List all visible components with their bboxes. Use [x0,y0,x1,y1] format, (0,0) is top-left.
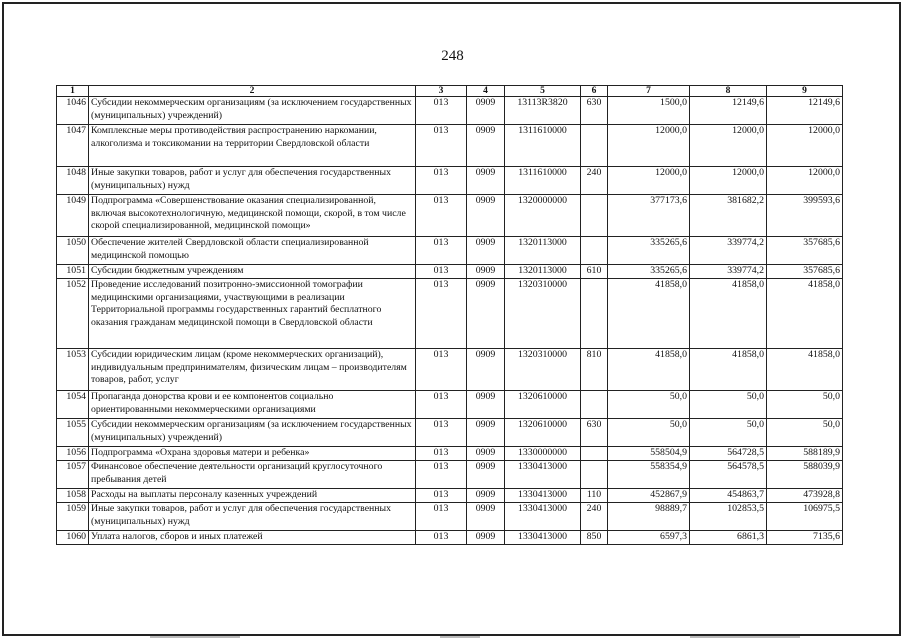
row-number: 1056 [57,447,89,461]
row-name: Уплата налогов, сборов и иных платежей [89,531,416,545]
target-article-code: 1330413000 [505,461,581,489]
amount-col-8: 564728,5 [690,447,767,461]
scan-artifact [150,636,240,638]
amount-col-9: 588039,9 [767,461,843,489]
amount-col-7: 558354,9 [608,461,690,489]
ministry-code: 013 [416,447,467,461]
row-name: Финансовое обеспечение деятельности организаций круглосуточного пребывания детей [89,461,416,489]
amount-col-8: 50,0 [690,419,767,447]
amount-col-9: 399593,6 [767,195,843,237]
amount-col-8: 564578,5 [690,461,767,489]
expense-type-code: 110 [581,489,608,503]
expense-type-code [581,195,608,237]
expense-type-code: 240 [581,167,608,195]
section-code: 0909 [467,125,505,167]
row-number: 1060 [57,531,89,545]
amount-col-7: 98889,7 [608,503,690,531]
amount-col-8: 454863,7 [690,489,767,503]
ministry-code: 013 [416,97,467,125]
table-row [57,447,843,461]
amount-col-8: 102853,5 [690,503,767,531]
row-number: 1055 [57,419,89,447]
target-article-code: 1320610000 [505,391,581,419]
column-header-9: 9 [767,86,843,97]
amount-col-9: 106975,5 [767,503,843,531]
amount-col-8: 381682,2 [690,195,767,237]
amount-col-9: 473928,8 [767,489,843,503]
expense-type-code [581,391,608,419]
expense-type-code: 240 [581,503,608,531]
amount-col-8: 339774,2 [690,237,767,265]
target-article-code: 1320310000 [505,349,581,391]
row-name: Иные закупки товаров, работ и услуг для обеспечения государственных (муниципальных) нужд [89,503,416,531]
column-header-5: 5 [505,86,581,97]
amount-col-8: 50,0 [690,391,767,419]
ministry-code: 013 [416,531,467,545]
ministry-code: 013 [416,195,467,237]
column-header-2: 2 [89,86,416,97]
table-body [57,97,843,545]
amount-col-7: 452867,9 [608,489,690,503]
amount-col-9: 7135,6 [767,531,843,545]
row-number: 1050 [57,237,89,265]
ministry-code: 013 [416,279,467,349]
amount-col-8: 12149,6 [690,97,767,125]
expense-type-code: 610 [581,265,608,279]
ministry-code: 013 [416,125,467,167]
row-number: 1051 [57,265,89,279]
amount-col-7: 12000,0 [608,167,690,195]
target-article-code: 13113R3820 [505,97,581,125]
amount-col-9: 50,0 [767,391,843,419]
row-number: 1054 [57,391,89,419]
target-article-code: 1330413000 [505,503,581,531]
ministry-code: 013 [416,503,467,531]
section-code: 0909 [467,237,505,265]
amount-col-9: 357685,6 [767,265,843,279]
target-article-code: 1320113000 [505,265,581,279]
row-name: Проведение исследований позитронно-эмиссионной томографии медицинскими организациями, участвующими в реализации Территориальной программы государственных гарантий бесплатного оказания гражданам медицинской помощи в Свердловской области [89,279,416,349]
section-code: 0909 [467,195,505,237]
section-code: 0909 [467,447,505,461]
ministry-code: 013 [416,167,467,195]
section-code: 0909 [467,391,505,419]
row-name: Субсидии бюджетным учреждениям [89,265,416,279]
column-header-3: 3 [416,86,467,97]
expense-type-code [581,237,608,265]
row-number: 1048 [57,167,89,195]
ministry-code: 013 [416,237,467,265]
amount-col-7: 41858,0 [608,279,690,349]
amount-col-8: 339774,2 [690,265,767,279]
column-header-8: 8 [690,86,767,97]
row-number: 1052 [57,279,89,349]
table-row [57,265,843,279]
section-code: 0909 [467,419,505,447]
section-code: 0909 [467,531,505,545]
section-code: 0909 [467,167,505,195]
expense-type-code: 630 [581,97,608,125]
expense-type-code [581,125,608,167]
amount-col-7: 50,0 [608,391,690,419]
table-row [57,167,843,195]
column-header-7: 7 [608,86,690,97]
target-article-code: 1320000000 [505,195,581,237]
row-number: 1057 [57,461,89,489]
table-row [57,279,843,349]
table-row [57,97,843,125]
target-article-code: 1320113000 [505,237,581,265]
row-number: 1053 [57,349,89,391]
amount-col-9: 41858,0 [767,279,843,349]
amount-col-9: 41858,0 [767,349,843,391]
column-header-4: 4 [467,86,505,97]
header-row [57,86,843,97]
section-code: 0909 [467,503,505,531]
budget-table [56,85,843,545]
scan-artifact [690,636,800,638]
section-code: 0909 [467,461,505,489]
section-code: 0909 [467,97,505,125]
amount-col-7: 377173,6 [608,195,690,237]
amount-col-9: 357685,6 [767,237,843,265]
row-number: 1058 [57,489,89,503]
ministry-code: 013 [416,461,467,489]
amount-col-9: 12000,0 [767,167,843,195]
section-code: 0909 [467,279,505,349]
row-name: Субсидии юридическим лицам (кроме некоммерческих организаций), индивидуальным предпринимателям, физическим лицам – производителям товаров, работ, услуг [89,349,416,391]
amount-col-9: 588189,9 [767,447,843,461]
section-code: 0909 [467,349,505,391]
target-article-code: 1330413000 [505,531,581,545]
expense-type-code [581,447,608,461]
ministry-code: 013 [416,265,467,279]
amount-col-8: 41858,0 [690,349,767,391]
amount-col-8: 41858,0 [690,279,767,349]
row-name: Пропаганда донорства крови и ее компонентов социально ориентированными некоммерческими организациями [89,391,416,419]
column-header-1: 1 [57,86,89,97]
amount-col-7: 558504,9 [608,447,690,461]
section-code: 0909 [467,489,505,503]
target-article-code: 1330413000 [505,489,581,503]
expense-type-code: 850 [581,531,608,545]
ministry-code: 013 [416,349,467,391]
target-article-code: 1330000000 [505,447,581,461]
row-name: Иные закупки товаров, работ и услуг для обеспечения государственных (муниципальных) нужд [89,167,416,195]
table-row [57,237,843,265]
amount-col-7: 335265,6 [608,237,690,265]
amount-col-8: 6861,3 [690,531,767,545]
row-name: Субсидии некоммерческим организациям (за исключением государственных (муниципальных) учреждений) [89,97,416,125]
table-row [57,391,843,419]
column-header-6: 6 [581,86,608,97]
row-name: Комплексные меры противодействия распространению наркомании, алкоголизма и токсикомании на территории Свердловской области [89,125,416,167]
row-name: Подпрограмма «Совершенствование оказания специализированной, включая высокотехнологичную, медицинской помощи, скорой, в том числе скорой специализированной, медицинской помощи» [89,195,416,237]
table-row [57,489,843,503]
expense-type-code: 630 [581,419,608,447]
amount-col-9: 50,0 [767,419,843,447]
amount-col-7: 1500,0 [608,97,690,125]
table-row [57,195,843,237]
amount-col-7: 50,0 [608,419,690,447]
table-row [57,349,843,391]
expense-type-code [581,461,608,489]
row-name: Подпрограмма «Охрана здоровья матери и ребенка» [89,447,416,461]
amount-col-7: 335265,6 [608,265,690,279]
amount-col-8: 12000,0 [690,125,767,167]
target-article-code: 1320310000 [505,279,581,349]
table-row [57,503,843,531]
expense-type-code: 810 [581,349,608,391]
table-row [57,419,843,447]
row-number: 1049 [57,195,89,237]
amount-col-7: 41858,0 [608,349,690,391]
row-number: 1047 [57,125,89,167]
row-name: Расходы на выплаты персоналу казенных учреждений [89,489,416,503]
amount-col-7: 12000,0 [608,125,690,167]
table-row [57,461,843,489]
amount-col-9: 12149,6 [767,97,843,125]
amount-col-9: 12000,0 [767,125,843,167]
target-article-code: 1311610000 [505,125,581,167]
ministry-code: 013 [416,391,467,419]
page-number: 248 [441,48,464,64]
amount-col-8: 12000,0 [690,167,767,195]
row-name: Обеспечение жителей Свердловской области специализированной медицинской помощью [89,237,416,265]
table-row [57,125,843,167]
section-code: 0909 [467,265,505,279]
ministry-code: 013 [416,419,467,447]
target-article-code: 1320610000 [505,419,581,447]
target-article-code: 1311610000 [505,167,581,195]
ministry-code: 013 [416,489,467,503]
row-number: 1046 [57,97,89,125]
expense-type-code [581,279,608,349]
scan-artifact [440,636,480,638]
row-number: 1059 [57,503,89,531]
amount-col-7: 6597,3 [608,531,690,545]
row-name: Субсидии некоммерческим организациям (за исключением государственных (муниципальных) учреждений) [89,419,416,447]
table-row [57,531,843,545]
